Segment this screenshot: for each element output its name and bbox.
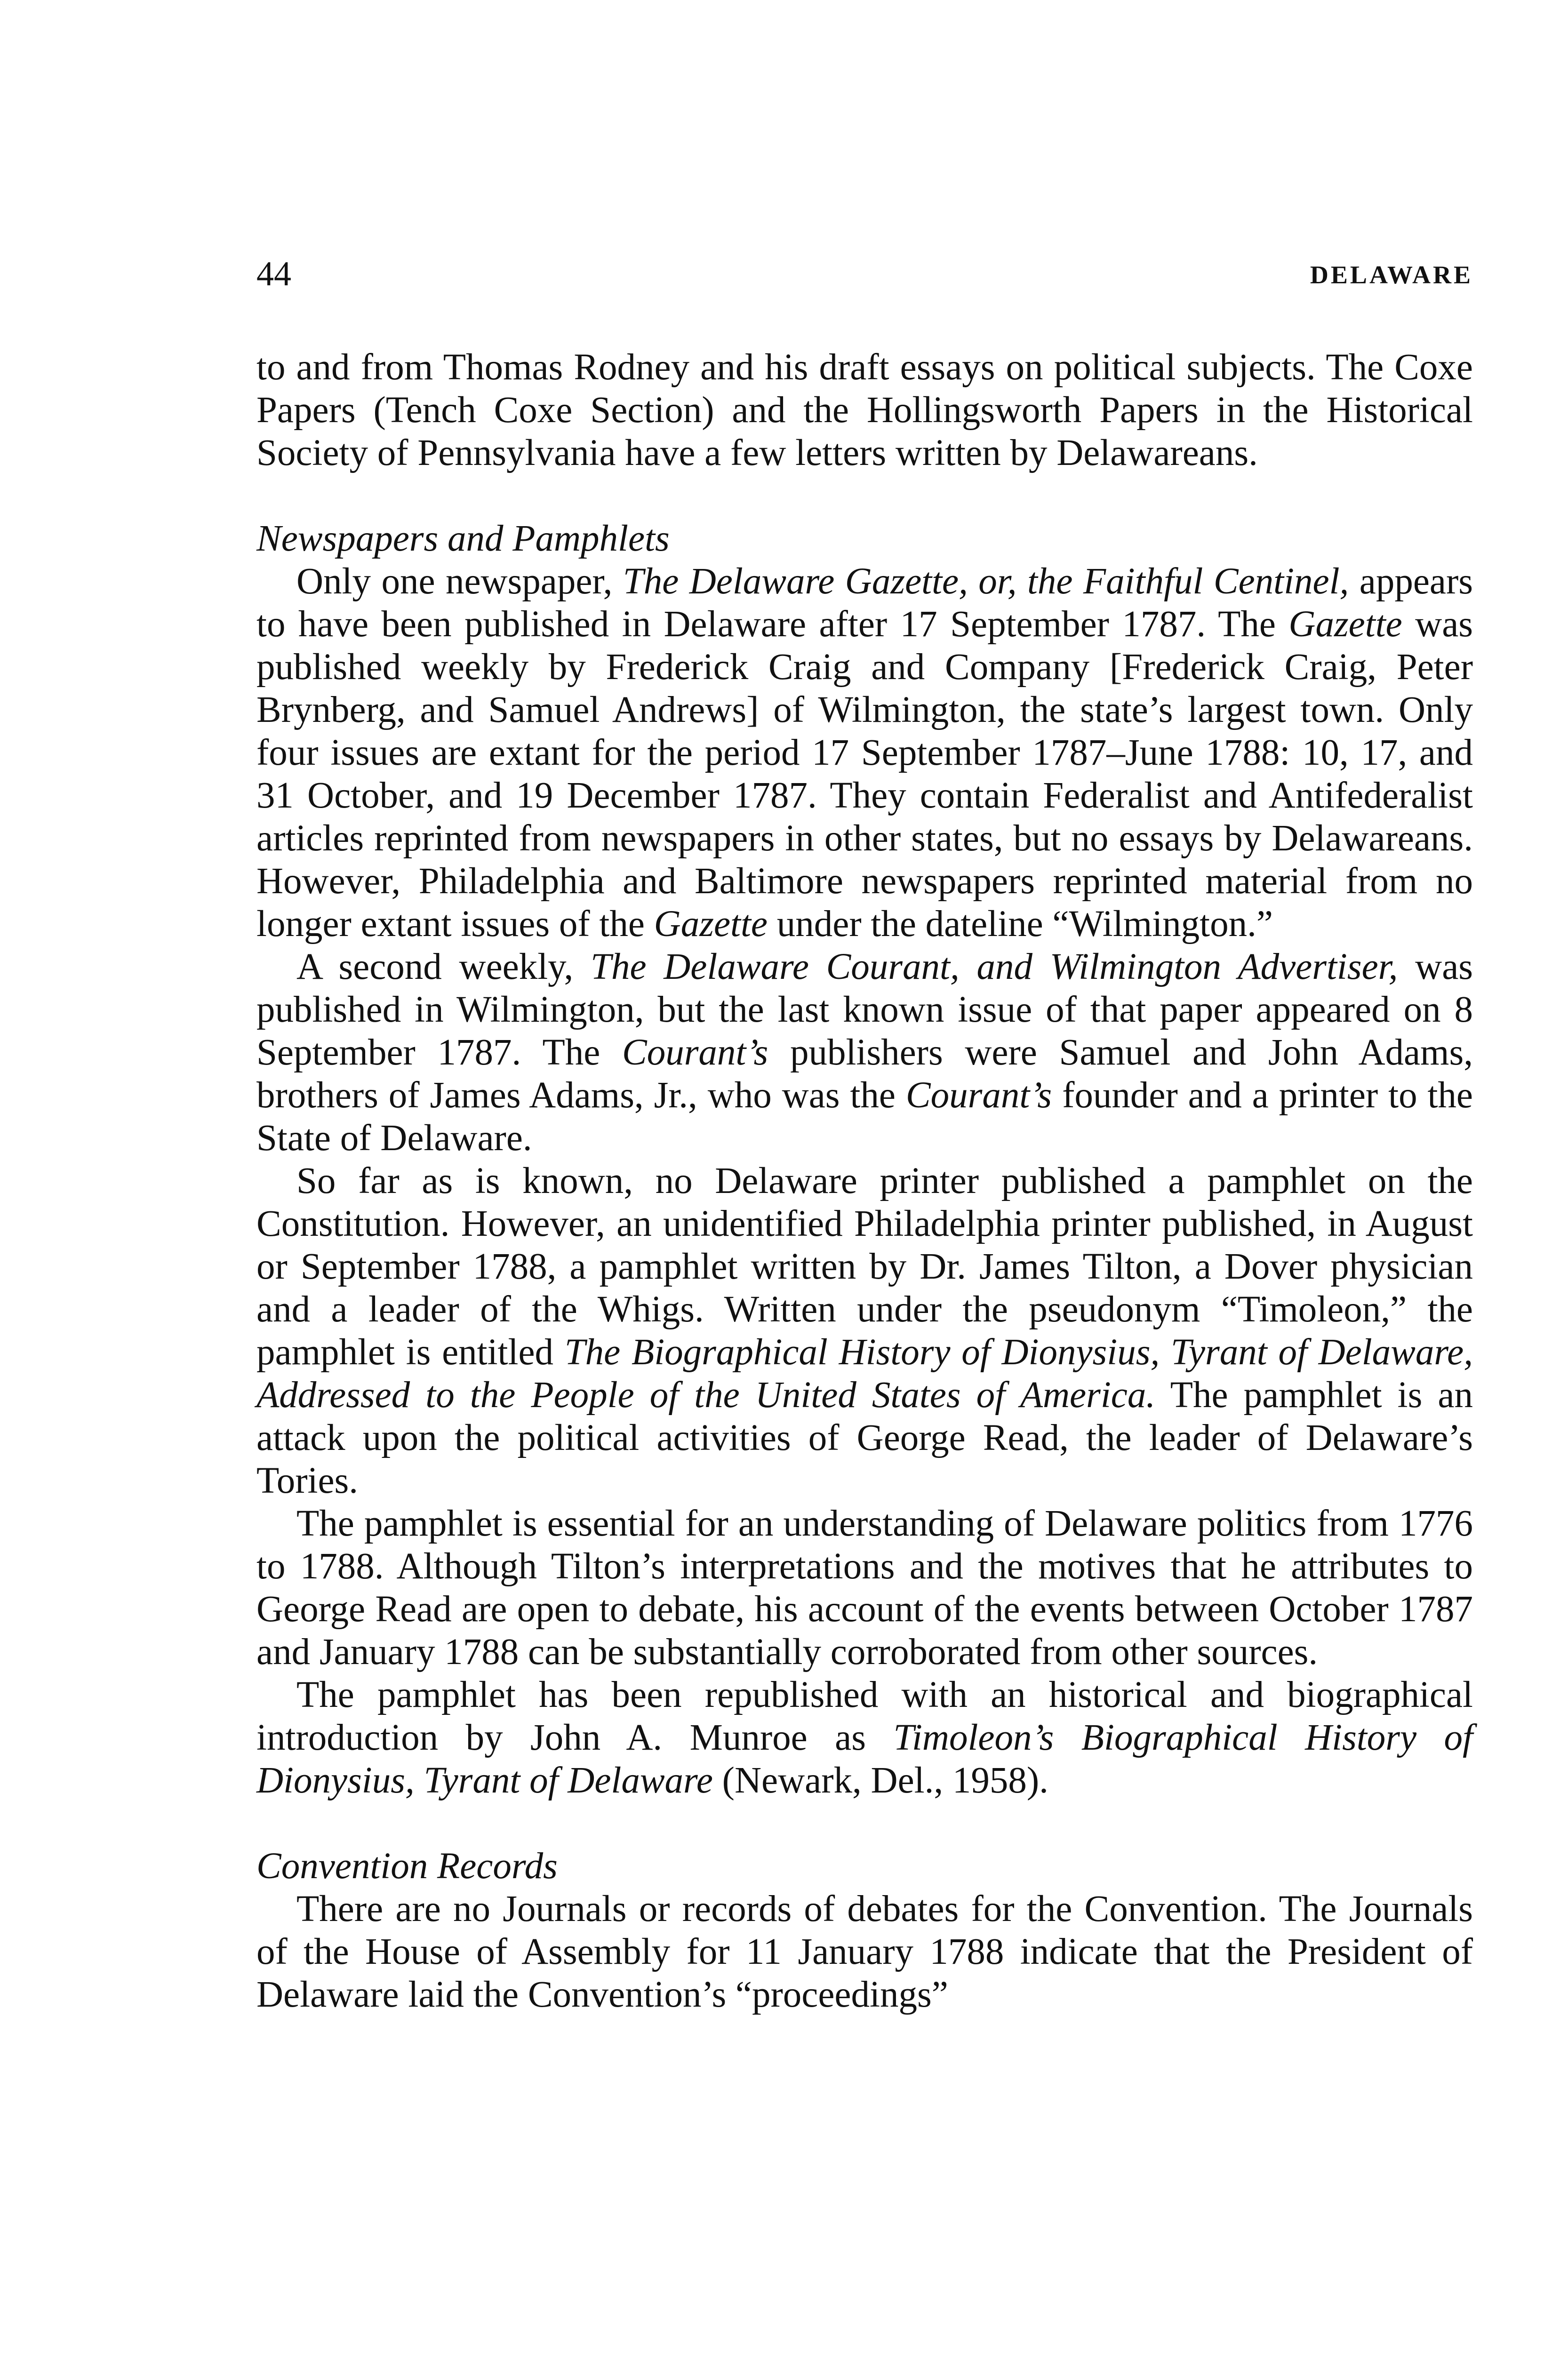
body-text [256, 346, 1473, 2016]
text-run: founder and a printer to the State of Delaware. [256, 1075, 1473, 1159]
newspaper-title: Courant’s [905, 1075, 1052, 1116]
book-title: Timoleon’s Biographical History of Dionysius, Tyrant of Delaware [256, 1717, 1473, 1801]
paragraph-pamphlet-importance: The pamphlet is essential for an understanding of Delaware politics from 1776 to 1788. Although Tilton’s interpretations and the motives that he attributes to George Read are open to debate, his account of the events between October 1787 and January 1788 can be substantially corroborated from other sources. [256, 1503, 1473, 1673]
text-run: publishers were Samuel and John Adams, brothers of James Adams, Jr., who was the [256, 1032, 1473, 1116]
page-header [256, 256, 1473, 304]
section-spacer [256, 1802, 1473, 1845]
newspaper-title: The Delaware Gazette, or, the Faithful Centinel, [623, 561, 1349, 602]
text-run: The pamphlet has been republished with an historical and biographical introduction by John A. Munroe as [256, 1674, 1473, 1758]
section-spacer [256, 474, 1473, 517]
page-number: 44 [256, 255, 291, 293]
paragraph-convention: There are no Journals or records of debates for the Convention. The Journals of the House of Assembly for 11 January 1788 indicate that the President of Delaware laid the Convention’s “proceedings” [256, 1889, 1473, 2015]
text-run: Only one newspaper, [296, 561, 613, 602]
paragraph-gazette [256, 560, 1473, 945]
text-run: appears to have been published in Delaware after 17 September 1787. The [256, 561, 1473, 645]
text-run: So far as is known, no Delaware printer published a pamphlet on the Constitution. However, an unidentified Philadelphia printer published, in August or September 1788, a pamphlet written by Dr. James Tilton, a Dover physician and a leader of the Whigs. Written under the pseudonym “Timoleon,” the pamphlet is entitled [256, 1160, 1473, 1373]
text-run: (Newark, Del., 1958). [722, 1760, 1048, 1801]
text-run: A second weekly, [296, 946, 574, 987]
section-heading-convention: Convention Records [256, 1846, 558, 1887]
section-heading-newspapers: Newspapers and Pamphlets [256, 518, 670, 559]
text-run: was published in Wilmington, but the last known issue of that paper appeared on 8 September 1787. The [256, 946, 1473, 1073]
paragraph-republication [256, 1673, 1473, 1802]
newspaper-title: Gazette [1288, 604, 1402, 645]
newspaper-title: Courant’s [622, 1032, 768, 1073]
paragraph-courant [256, 945, 1473, 1160]
newspaper-title: The Delaware Courant, and Wilmington Advertiser, [591, 946, 1398, 987]
text-run: was published weekly by Frederick Craig and Company [Frederick Craig, Peter Brynberg, and Samuel Andrews] of Wilmington, the state’s largest town. Only four issues are extant for the period 17 September 1787–June 1788: 10, 17, and 31 October, and 19 December 1787. They contain Federalist and Antifederalist articles reprinted from newspapers in other states, but no essays by Delawareans. However, Philadelphia and Baltimore newspapers reprinted material from no longer extant issues of the [256, 604, 1473, 944]
paragraph-pamphlet [256, 1160, 1473, 1502]
pamphlet-title: The Biographical History of Dionysius, Tyrant of Delaware, Addressed to the People of the United States of America. [256, 1332, 1473, 1416]
continued-paragraph: to and from Thomas Rodney and his draft essays on political subjects. The Coxe Papers (Tench Coxe Section) and the Hollingsworth Papers in the Historical Society of Pennsylvania have a few letters written by Delawareans. [256, 347, 1473, 473]
newspaper-title: Gazette [654, 904, 768, 944]
running-head: DELAWARE [1310, 261, 1473, 289]
text-run: under the dateline “Wilmington.” [776, 904, 1273, 944]
text-run: The pamphlet is an attack upon the political activities of George Read, the leader of Delaware’s Tories. [256, 1375, 1473, 1501]
